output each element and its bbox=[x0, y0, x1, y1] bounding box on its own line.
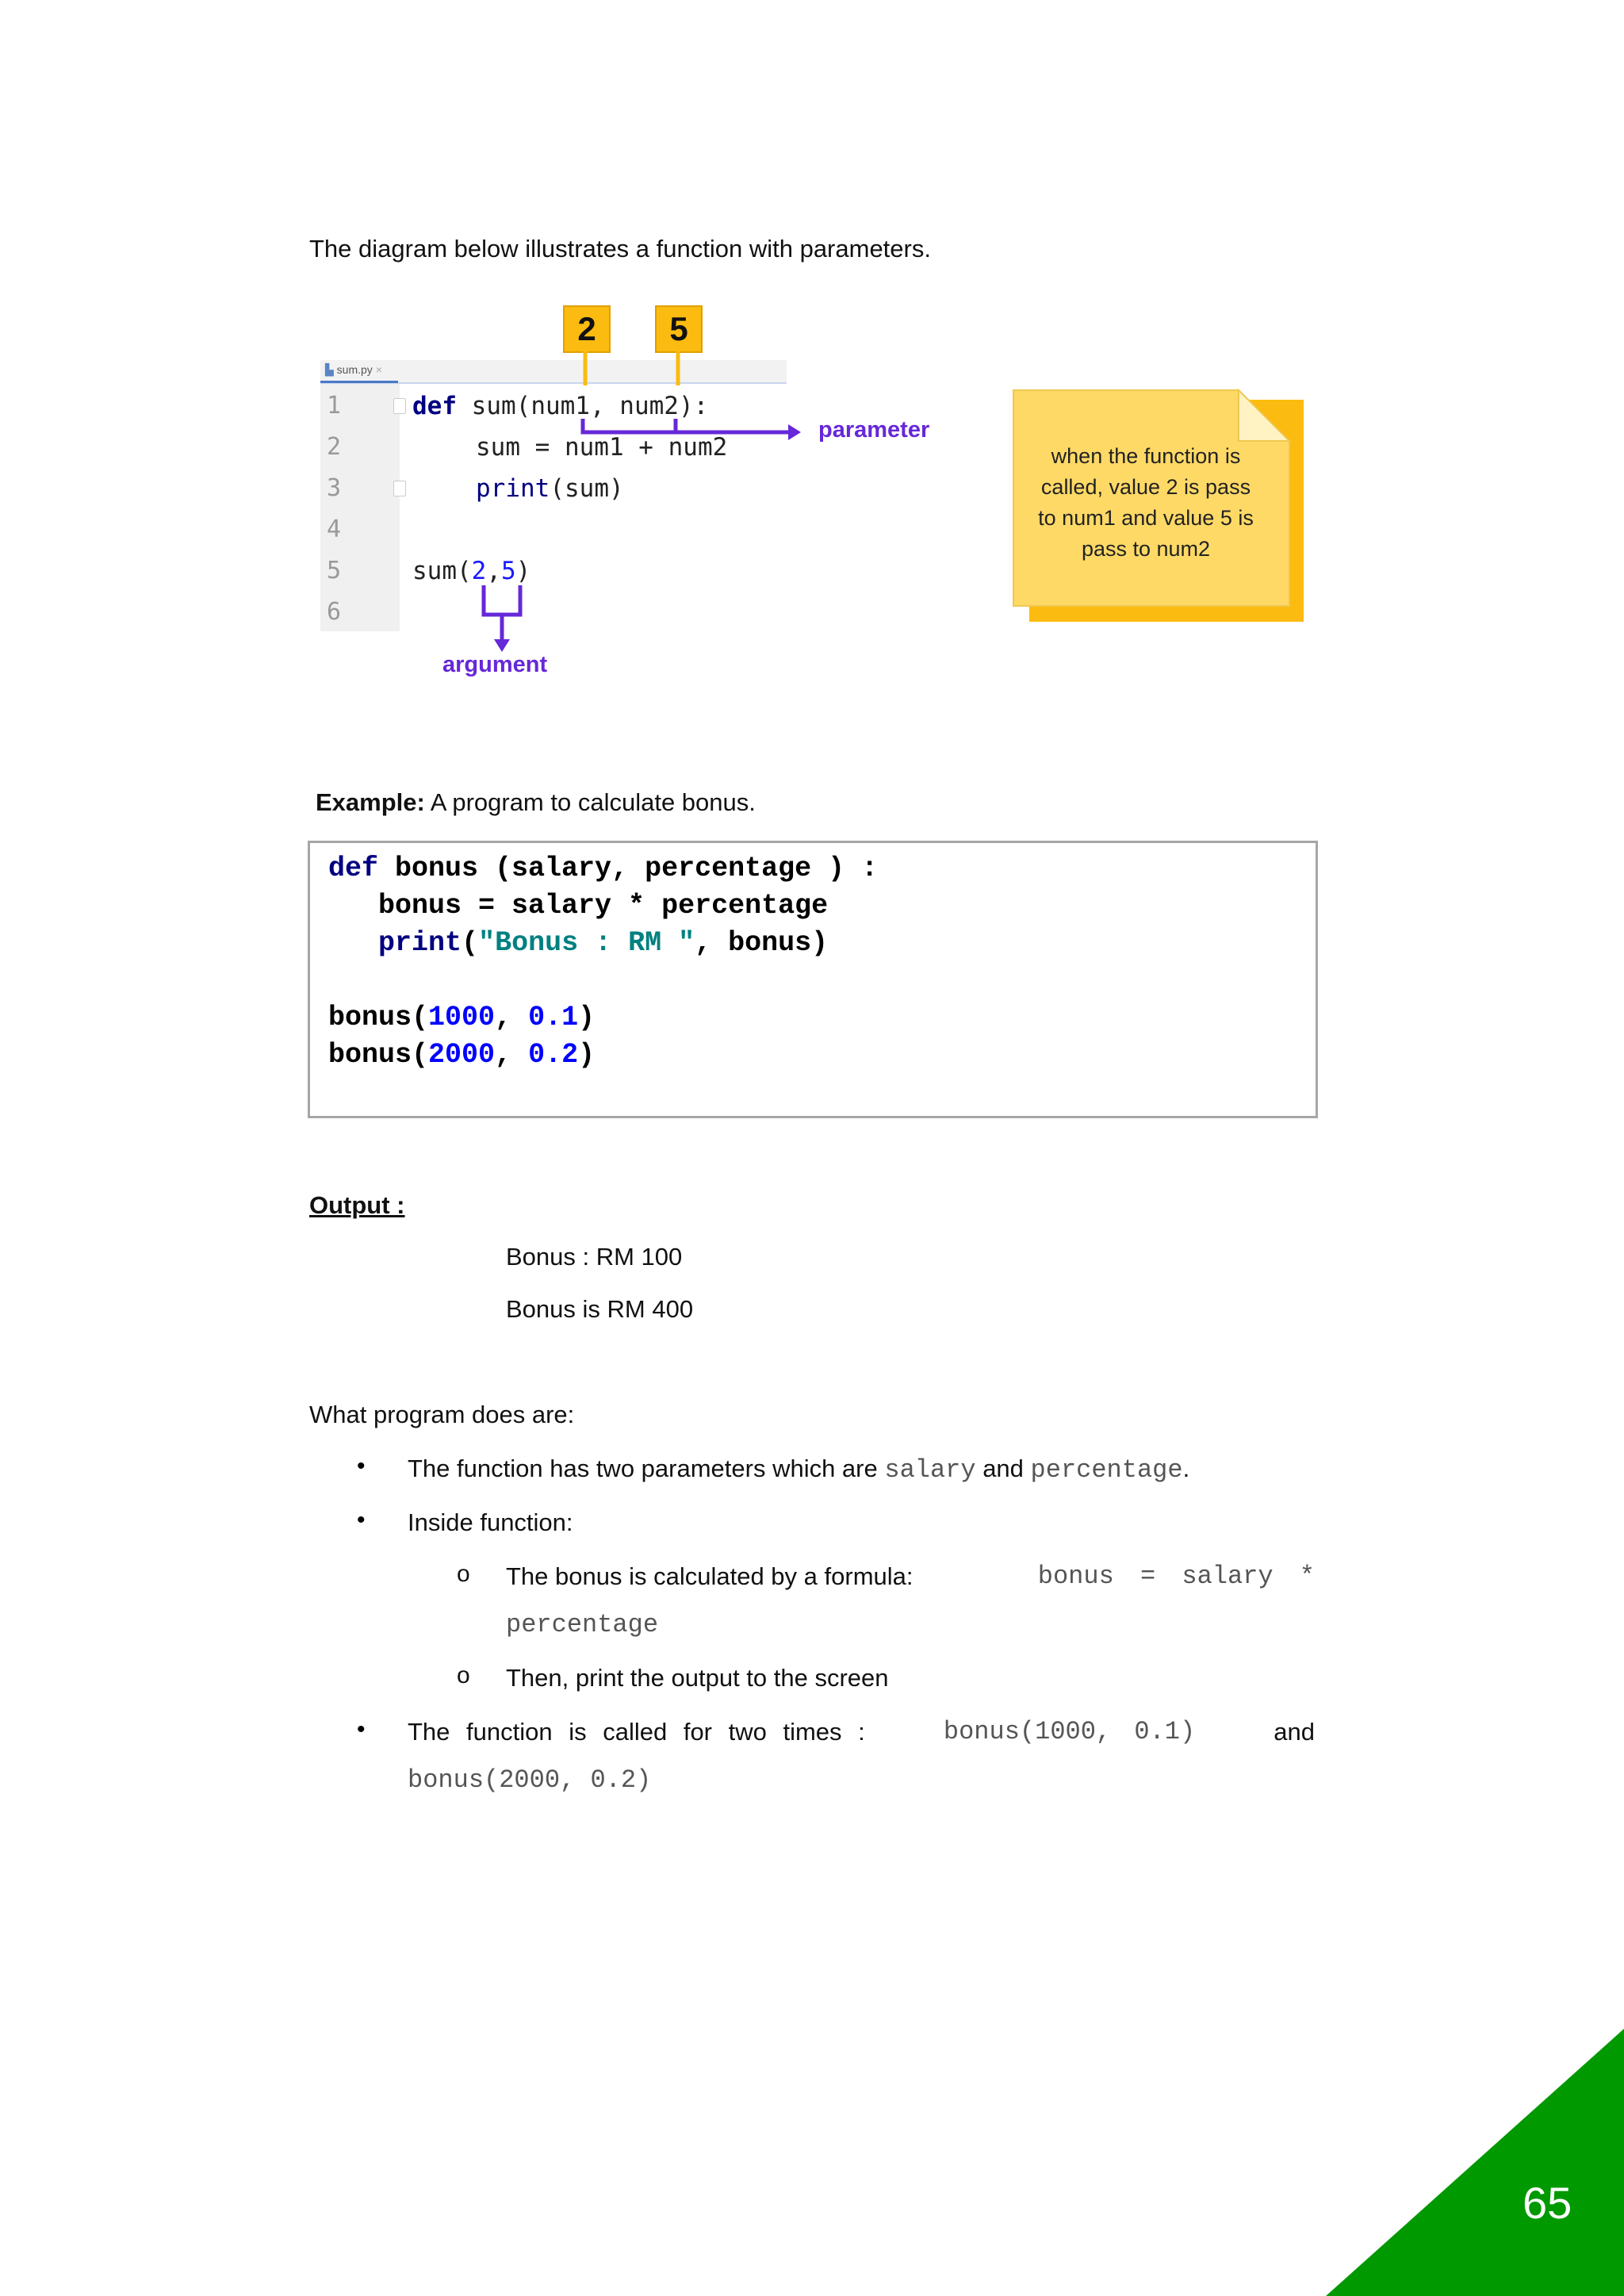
line-number: 6 bbox=[327, 598, 342, 626]
line-number: 3 bbox=[327, 474, 342, 502]
code-line-5: sum(2,5) bbox=[412, 557, 531, 585]
example-code-line-2: bonus = salary * percentage bbox=[328, 890, 829, 922]
explanation-heading: What program does are: bbox=[309, 1401, 575, 1428]
bullet-marker: • bbox=[357, 1453, 366, 1479]
sub-bullet-marker: o bbox=[457, 1561, 470, 1587]
line-number: 1 bbox=[327, 392, 342, 420]
page-number: 65 bbox=[1522, 2178, 1572, 2228]
python-file-icon: ▙ bbox=[325, 363, 334, 376]
corner-triangle-shape bbox=[1326, 2029, 1624, 2296]
example-code-line-3: print("Bonus : RM ", bonus) bbox=[378, 927, 829, 959]
ide-file-tab: ▙ sum.py × bbox=[325, 363, 382, 376]
sub-bullet-print: Then, print the output to the screen bbox=[506, 1664, 889, 1692]
sub-bullet-formula: The bonus is calculated by a formula: bonus = salary * bbox=[506, 1562, 1315, 1591]
sub-bullet-marker: o bbox=[457, 1662, 470, 1688]
page-corner-triangle bbox=[1326, 2029, 1624, 2296]
output-line-2: Bonus is RM 400 bbox=[506, 1295, 694, 1323]
example-code-line-1: def bonus (salary, percentage ) : bbox=[328, 853, 879, 884]
code-line-2: sum = num1 + num2 bbox=[476, 433, 728, 462]
bullet-marker: • bbox=[357, 1716, 366, 1742]
example-code-line-5: bonus(1000, 0.1) bbox=[328, 1002, 596, 1033]
output-heading: Output : bbox=[309, 1191, 405, 1219]
sticky-note-text: when the function is called, value 2 is pass to num1 and value 5 is pass to num2 bbox=[1038, 444, 1254, 561]
argument-label: argument bbox=[442, 652, 548, 677]
sub-bullet-formula-continued: percentage bbox=[506, 1610, 659, 1639]
argument-bracket bbox=[484, 585, 520, 615]
value-badge-first: 2 bbox=[563, 305, 611, 353]
example-code-line-6: bonus(2000, 0.2) bbox=[328, 1039, 596, 1071]
bullet-function-called: The function is called for two times : bonus(1000, 0.1) and bbox=[408, 1717, 1315, 1746]
code-line-3: print(sum) bbox=[476, 474, 624, 503]
parameter-arrow-head bbox=[788, 424, 801, 440]
parameter-bracket bbox=[583, 419, 789, 432]
value-badge-second: 5 bbox=[655, 305, 703, 353]
intro-text: The diagram below illustrates a function with parameters. bbox=[309, 235, 931, 263]
output-line-1: Bonus : RM 100 bbox=[506, 1243, 683, 1271]
parameter-label: parameter bbox=[818, 417, 930, 443]
bullet-parameters: The function has two parameters which are salary and percentage. bbox=[408, 1455, 1190, 1485]
line-number: 5 bbox=[327, 557, 342, 585]
line-number: 2 bbox=[327, 433, 342, 461]
argument-arrow-head bbox=[494, 639, 510, 652]
bullet-marker: • bbox=[357, 1507, 366, 1533]
bullet-inside-function: Inside function: bbox=[408, 1508, 573, 1536]
close-tab-icon: × bbox=[375, 363, 382, 376]
diagram-connectors bbox=[0, 0, 1624, 714]
line-number: 4 bbox=[327, 516, 342, 543]
bullet-function-called-continued: bonus(2000, 0.2) bbox=[408, 1765, 652, 1795]
code-line-1: def sum(num1, num2): bbox=[412, 392, 709, 420]
example-caption: Example: A program to calculate bonus. bbox=[316, 788, 756, 816]
